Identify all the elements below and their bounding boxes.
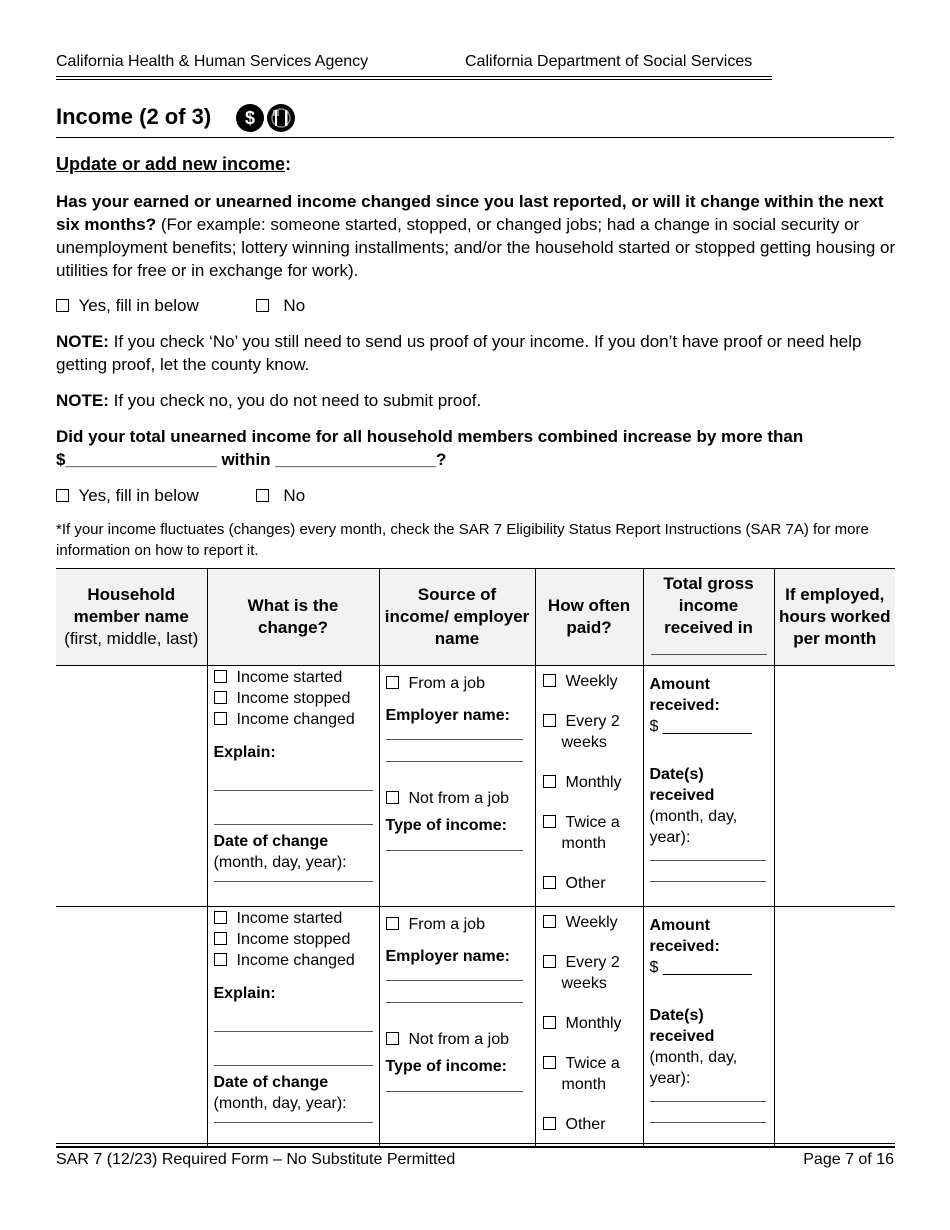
other-option[interactable]: Other xyxy=(543,873,636,894)
checkbox[interactable] xyxy=(386,791,399,804)
question-income-change: Has your earned or unearned income changed since you last reported, or will it change within the next six months? (For example: someone started, stopped, or changed jobs; had a change in social security or unemployment benefits; lottery winning installments; and/or the household started or stopped getting housing or utilities for free or in exchange for work). xyxy=(56,192,896,280)
type-income-label: Type of income: xyxy=(385,817,507,834)
q1-no-checkbox[interactable] xyxy=(256,299,269,312)
q2-yes-option[interactable]: Yes, fill in below xyxy=(56,486,199,505)
weekly-option[interactable]: Weekly xyxy=(543,671,636,692)
table-row xyxy=(56,907,895,1148)
checkbox[interactable] xyxy=(543,1056,556,1069)
type-income-line[interactable] xyxy=(386,1077,523,1092)
how-often-cell xyxy=(535,666,643,907)
from-job-option[interactable]: From a job xyxy=(386,914,529,935)
from-job-option[interactable]: From a job xyxy=(386,673,529,694)
header-divider xyxy=(56,76,772,77)
type-income-label: Type of income: xyxy=(385,1058,507,1075)
income-stopped-option[interactable]: Income stopped xyxy=(214,688,373,709)
date-change-line[interactable] xyxy=(214,873,373,882)
gross-income-cell: Amount received: $ __________ Date(s) received (month, day, year): xyxy=(643,907,774,1148)
q2-yes-checkbox[interactable] xyxy=(56,489,69,502)
checkbox[interactable] xyxy=(214,670,227,683)
agency-name: California Health & Human Services Agency xyxy=(56,53,369,70)
col-change: What is the change? xyxy=(207,569,379,666)
income-changed-option[interactable]: Income changed xyxy=(214,709,373,730)
date-line[interactable] xyxy=(650,1089,766,1102)
income-stopped-option[interactable]: Income stopped xyxy=(214,929,373,950)
table-row xyxy=(56,666,895,907)
date-line[interactable] xyxy=(650,861,766,882)
dates-received-label: Date(s) received xyxy=(649,1007,715,1045)
update-heading: Update or add new income: xyxy=(56,154,292,174)
hours-field[interactable] xyxy=(774,666,895,907)
income-changed-option[interactable]: Income changed xyxy=(214,950,373,971)
weekly-option[interactable]: Weekly xyxy=(543,912,636,933)
department-name: California Department of Social Services xyxy=(465,53,753,70)
checkbox[interactable] xyxy=(543,1016,556,1029)
col-how-often: How often paid? xyxy=(535,569,643,666)
header-divider-2 xyxy=(56,79,772,80)
page-number: Page 7 of 16 xyxy=(803,1151,894,1168)
checkbox[interactable] xyxy=(543,775,556,788)
q2-no-checkbox[interactable] xyxy=(256,489,269,502)
amount-field[interactable]: $ __________ xyxy=(649,959,752,976)
employer-line[interactable] xyxy=(386,740,523,762)
every-2-weeks-option[interactable]: Every 2 weeks xyxy=(543,711,636,753)
twice-a-month-option[interactable]: Twice a month xyxy=(543,812,636,854)
fluctuation-footnote: *If your income fluctuates (changes) every month, check the SAR 7 Eligibility Status Report Instructions (SAR 7A) for more information on how to report it. xyxy=(56,521,869,559)
date-change-label: Date of change xyxy=(213,833,329,850)
explain-label: Explain: xyxy=(213,744,276,761)
gross-income-cell: Amount received: $ __________ Date(s) received (month, day, year): xyxy=(643,666,774,907)
checkbox[interactable] xyxy=(214,691,227,704)
checkbox[interactable] xyxy=(214,953,227,966)
amount-label: Amount received: xyxy=(649,676,720,714)
explain-label: Explain: xyxy=(213,985,276,1002)
not-from-job-option[interactable]: Not from a job xyxy=(386,1029,529,1050)
explain-line[interactable] xyxy=(214,763,373,791)
checkbox[interactable] xyxy=(386,917,399,930)
note-no-proof: NOTE: If you check no, you do not need to submit proof. xyxy=(56,391,482,410)
date-change-label: Date of change xyxy=(213,1074,329,1091)
checkbox[interactable] xyxy=(214,932,227,945)
every-2-weeks-option[interactable]: Every 2 weeks xyxy=(543,952,636,994)
change-cell: Income started Income stopped Income changed Explain: Date of change (month, day, year): xyxy=(207,907,379,1148)
not-from-job-option[interactable]: Not from a job xyxy=(386,788,529,809)
checkbox[interactable] xyxy=(543,955,556,968)
income-started-option[interactable]: Income started xyxy=(214,667,373,688)
checkbox[interactable] xyxy=(543,815,556,828)
q1-no-option[interactable]: No xyxy=(256,296,305,315)
food-icon xyxy=(267,104,295,132)
footer-divider-2 xyxy=(56,1146,895,1147)
explain-line[interactable] xyxy=(214,1004,373,1032)
footer-divider xyxy=(56,1143,895,1144)
checkbox[interactable] xyxy=(386,676,399,689)
monthly-option[interactable]: Monthly xyxy=(543,1013,636,1034)
checkbox[interactable] xyxy=(386,1032,399,1045)
question-unearned-increase: Did your total unearned income for all household members combined increase by more than $________________ within _________________? xyxy=(56,427,804,469)
col-hours: If employed, hours worked per month xyxy=(774,569,895,666)
checkbox[interactable] xyxy=(214,911,227,924)
checkbox[interactable] xyxy=(543,915,556,928)
income-table xyxy=(56,568,895,1148)
amount-label: Amount received: xyxy=(649,917,720,955)
date-line[interactable] xyxy=(650,848,766,861)
employer-line[interactable] xyxy=(386,967,523,981)
col-gross-income: Total gross income received in xyxy=(643,569,774,666)
date-change-line[interactable] xyxy=(214,1114,373,1123)
checkbox[interactable] xyxy=(214,712,227,725)
how-often-cell xyxy=(535,907,643,1148)
source-cell xyxy=(379,666,535,907)
q2-no-option[interactable]: No xyxy=(256,486,305,505)
source-cell xyxy=(379,907,535,1148)
page-title: Income (2 of 3) xyxy=(56,104,212,129)
employer-line[interactable] xyxy=(386,726,523,740)
twice-a-month-option[interactable]: Twice a month xyxy=(543,1053,636,1095)
income-started-option[interactable]: Income started xyxy=(214,908,373,929)
checkbox[interactable] xyxy=(543,674,556,687)
explain-line[interactable] xyxy=(214,791,373,825)
dollar-icon: $ xyxy=(236,104,264,132)
q1-yes-option[interactable]: Yes, fill in below xyxy=(56,296,199,315)
dates-received-label: Date(s) received xyxy=(649,766,715,804)
monthly-option[interactable]: Monthly xyxy=(543,772,636,793)
col-household-member: Household member name (first, middle, last) xyxy=(56,569,207,666)
other-option[interactable]: Other xyxy=(543,1114,636,1135)
member-name-field[interactable] xyxy=(56,666,207,907)
hours-field[interactable] xyxy=(774,907,895,1148)
question1-options xyxy=(56,294,896,317)
date-line[interactable] xyxy=(650,1102,766,1123)
employer-name-label: Employer name: xyxy=(385,948,510,965)
amount-field[interactable]: $ __________ xyxy=(649,718,752,735)
employer-name-label: Employer name: xyxy=(385,707,510,724)
member-name-field[interactable] xyxy=(56,907,207,1148)
title-divider xyxy=(56,137,894,138)
type-income-line[interactable] xyxy=(386,836,523,851)
col-source: Source of income/ employer name xyxy=(379,569,535,666)
checkbox[interactable] xyxy=(543,876,556,889)
checkbox[interactable] xyxy=(543,714,556,727)
form-id: SAR 7 (12/23) Required Form – No Substitute Permitted xyxy=(56,1151,456,1168)
change-cell: Income started Income stopped Income changed Explain: Date of change (month, day, year): xyxy=(207,666,379,907)
question2-options xyxy=(56,484,896,507)
checkbox[interactable] xyxy=(543,1117,556,1130)
q1-yes-checkbox[interactable] xyxy=(56,299,69,312)
employer-line[interactable] xyxy=(386,981,523,1003)
explain-line[interactable] xyxy=(214,1032,373,1066)
note-proof: NOTE: If you check ‘No’ you still need to send us proof of your income. If you don’t have proof or need help getting proof, let the county know. xyxy=(56,332,862,374)
